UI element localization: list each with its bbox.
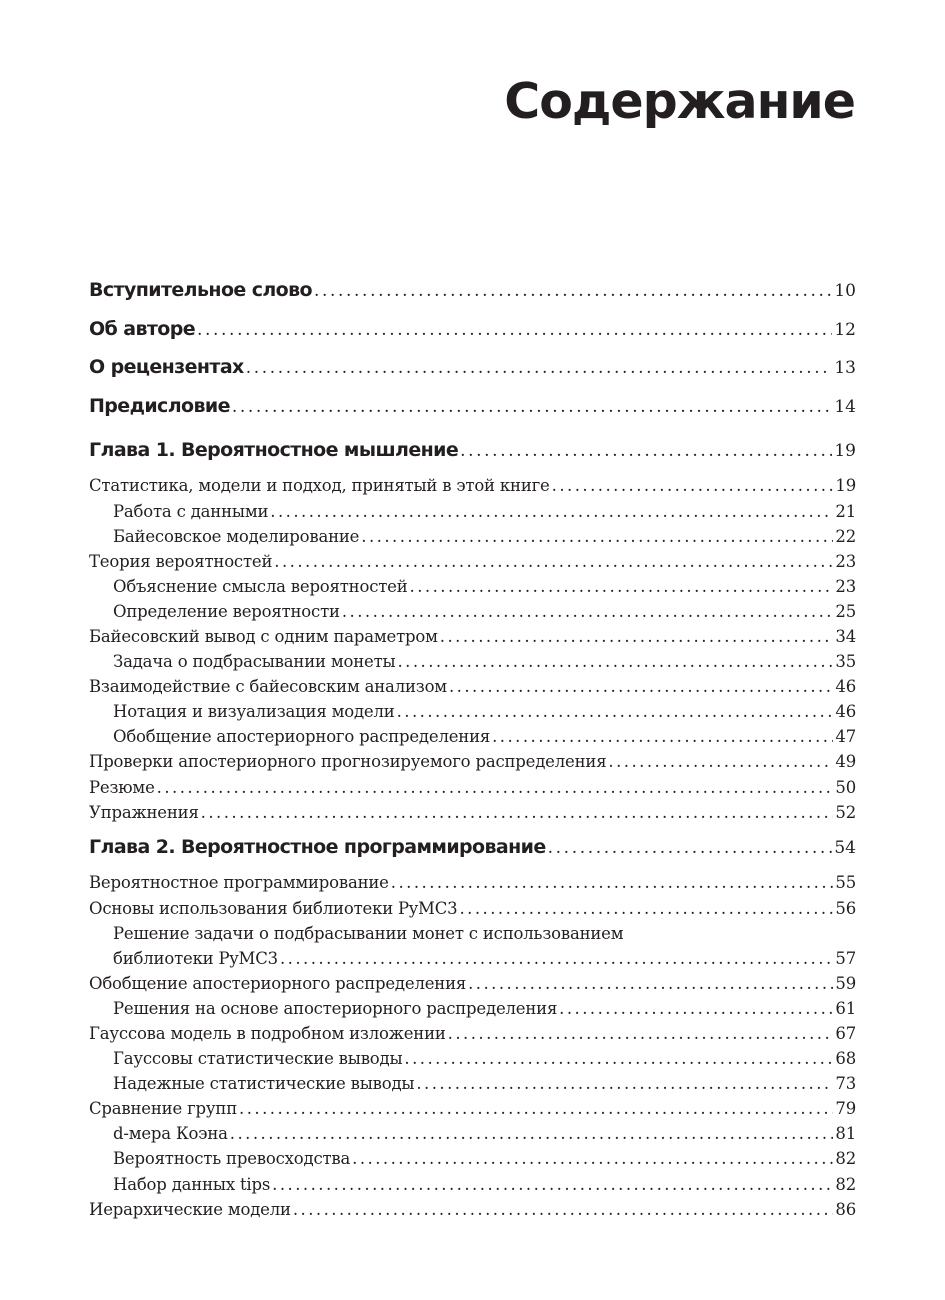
toc-entry-title: Сравнение групп — [89, 1099, 237, 1119]
toc-subsection[interactable] — [89, 524, 856, 549]
toc-entry-title: Набор данных tips — [113, 1174, 271, 1194]
toc-entry-title: Байесовское моделирование — [113, 526, 360, 546]
toc-subsection-title-line1[interactable]: Решение задачи о подбрасывании монет с использованием — [113, 923, 624, 943]
toc-page-number: 56 — [835, 898, 856, 918]
toc-page-number: 73 — [835, 1074, 856, 1094]
toc-page-number: 34 — [835, 627, 856, 646]
toc-entry-title: Упражнения — [89, 802, 199, 822]
dot-leader — [232, 392, 832, 422]
toc-entry-title: Объяснение смысла вероятностей — [113, 576, 408, 596]
toc-entry-title: d-мера Коэна — [113, 1124, 228, 1144]
toc-page-number: 59 — [835, 973, 856, 993]
dot-leader — [361, 524, 833, 549]
toc-entry-title: Вступительное слово — [89, 279, 313, 301]
toc-page-number: 68 — [835, 1049, 856, 1069]
toc-entry-title: Проверки апостериорного прогнозируемого распределения — [89, 752, 607, 772]
toc-page-number: 61 — [835, 998, 856, 1018]
toc-page-number: 14 — [834, 397, 856, 418]
dot-leader — [448, 1021, 834, 1046]
toc-page-number: 10 — [834, 281, 856, 301]
toc-entry-title: Статистика, модели и подход, принятый в этой книге — [89, 476, 550, 496]
toc-entry-about-author[interactable] — [89, 314, 856, 353]
dot-leader — [230, 1121, 834, 1146]
toc-page-number: 67 — [835, 1024, 856, 1043]
toc-section[interactable] — [89, 1096, 856, 1121]
toc-page-number: 47 — [835, 727, 856, 747]
toc-chapter-1[interactable] — [89, 435, 856, 474]
toc-entry-title: Решения на основе апостериорного распределения — [113, 998, 558, 1018]
dot-leader — [314, 276, 832, 306]
toc-section[interactable] — [89, 1197, 856, 1222]
toc-entry-title: Гауссова модель в подробном изложении — [89, 1024, 446, 1043]
toc-entry-reviewers[interactable] — [89, 352, 856, 391]
toc-subsection[interactable] — [89, 1172, 856, 1197]
toc-page-number: 52 — [835, 802, 856, 822]
dot-leader — [246, 353, 833, 383]
dot-leader — [608, 749, 833, 774]
toc-page-number: 19 — [835, 476, 856, 496]
toc-entry-title: Вероятностное программирование — [89, 873, 389, 893]
toc-section[interactable] — [89, 971, 856, 996]
toc-subsection[interactable] — [89, 574, 856, 599]
toc-entry-title: Обобщение апостериорного распределения — [89, 973, 467, 993]
toc-subsection[interactable] — [89, 996, 856, 1021]
dot-leader — [559, 996, 833, 1021]
toc-entry-preface[interactable] — [89, 391, 856, 430]
toc-entry-title: О рецензентах — [89, 356, 244, 379]
toc-entry-title: Иерархические модели — [89, 1199, 291, 1219]
toc-page-number: 46 — [835, 702, 856, 722]
toc-section[interactable] — [89, 624, 856, 649]
toc-section[interactable] — [89, 549, 856, 574]
dot-leader — [492, 724, 833, 749]
toc-page-number: 19 — [834, 440, 856, 461]
toc-entry-title: Теория вероятностей — [89, 551, 273, 571]
dot-leader — [342, 599, 834, 624]
dot-leader — [391, 870, 834, 895]
toc-subsection[interactable] — [89, 1146, 856, 1171]
toc-entry-title: Вероятность превосходства — [113, 1149, 351, 1169]
toc-section[interactable] — [89, 674, 856, 699]
toc-subsection[interactable] — [89, 724, 856, 749]
toc-page-number: 22 — [835, 526, 856, 546]
dot-leader — [416, 1071, 833, 1096]
dot-leader — [410, 574, 834, 599]
toc-page-number: 57 — [835, 948, 856, 968]
toc-subsection[interactable] — [89, 1121, 856, 1146]
dot-leader — [201, 800, 834, 825]
dot-leader — [272, 1172, 833, 1197]
toc-page-number: 54 — [834, 837, 856, 858]
toc-entry-title: Задача о подбрасывании монеты — [113, 652, 396, 672]
dot-leader — [280, 946, 833, 971]
toc-entry-title: Байесовский вывод с одним параметром — [89, 627, 438, 646]
dot-leader — [239, 1096, 833, 1121]
toc-page-number: 46 — [835, 677, 856, 697]
dot-leader — [404, 1046, 833, 1071]
toc-page-number: 81 — [835, 1124, 856, 1144]
dot-leader — [352, 1146, 833, 1171]
dot-leader — [397, 699, 834, 724]
toc-section[interactable] — [89, 870, 856, 895]
toc-entry-title: Обобщение апостериорного распределения — [113, 727, 491, 747]
dot-leader — [460, 436, 832, 466]
toc-section[interactable] — [89, 749, 856, 774]
dot-leader — [397, 649, 833, 674]
toc-entry-title: Основы использования библиотеки PyMC3 — [89, 898, 458, 918]
toc-chapter-title: Глава 2. Вероятностное программирование — [89, 835, 546, 858]
toc-subsection[interactable] — [89, 1046, 856, 1071]
toc-entry-title: Определение вероятности — [113, 601, 340, 621]
toc-section[interactable] — [89, 1021, 856, 1046]
toc-page-number: 86 — [835, 1199, 856, 1219]
page-title: Содержание — [504, 73, 855, 130]
toc-entry-title: Предисловие — [89, 395, 230, 418]
dot-leader — [197, 315, 832, 345]
toc-page-number: 23 — [835, 551, 856, 571]
toc-page-number: 25 — [835, 601, 856, 621]
toc-subsection[interactable] — [89, 946, 856, 971]
toc-section[interactable] — [89, 896, 856, 921]
toc-section[interactable] — [89, 775, 856, 800]
toc-entry-title: Об авторе — [89, 317, 196, 340]
toc-subsection[interactable] — [89, 499, 856, 524]
toc-page-number: 13 — [834, 358, 856, 379]
toc-entry-title: Нотация и визуализация модели — [113, 702, 395, 722]
dot-leader — [440, 624, 834, 649]
dot-leader — [157, 775, 834, 800]
toc-page-number: 12 — [834, 319, 856, 340]
toc-subsection[interactable] — [89, 599, 856, 624]
dot-leader — [293, 1197, 834, 1222]
toc-chapter-title: Глава 1. Вероятностное мышление — [89, 438, 459, 461]
toc-page-number: 35 — [835, 652, 856, 672]
dot-leader — [552, 473, 834, 498]
toc-subsection[interactable] — [89, 699, 856, 724]
toc-entry-title: Резюме — [89, 777, 155, 797]
toc-subsection[interactable] — [89, 649, 856, 674]
toc-page-number: 50 — [835, 777, 856, 797]
toc-entry-title: Надежные статистические выводы — [113, 1074, 415, 1094]
toc-chapter-2[interactable] — [89, 832, 856, 871]
toc-entry-foreword[interactable] — [89, 275, 856, 314]
dot-leader — [459, 896, 833, 921]
dot-leader — [548, 833, 833, 863]
dot-leader — [274, 549, 833, 574]
toc-page-number: 79 — [835, 1099, 856, 1119]
toc-section[interactable] — [89, 800, 856, 825]
toc-page-number: 82 — [835, 1149, 856, 1169]
table-of-contents — [89, 275, 856, 1222]
toc-page-number: 21 — [835, 501, 856, 521]
toc-page-number: 55 — [835, 873, 856, 893]
toc-subsection[interactable] — [89, 1071, 856, 1096]
toc-section[interactable] — [89, 473, 856, 498]
dot-leader — [468, 971, 833, 996]
toc-entry-title: Гауссовы статистические выводы — [113, 1049, 403, 1069]
toc-page-number: 23 — [835, 576, 856, 596]
toc-entry-title: библиотеки PyMC3 — [113, 948, 278, 968]
dot-leader — [449, 674, 833, 699]
toc-page-number: 49 — [835, 752, 856, 772]
toc-page-number: 82 — [835, 1174, 856, 1194]
dot-leader — [270, 499, 833, 524]
toc-entry-title: Работа с данными — [113, 501, 269, 521]
toc-entry-title: Взаимодействие с байесовским анализом — [89, 677, 447, 697]
